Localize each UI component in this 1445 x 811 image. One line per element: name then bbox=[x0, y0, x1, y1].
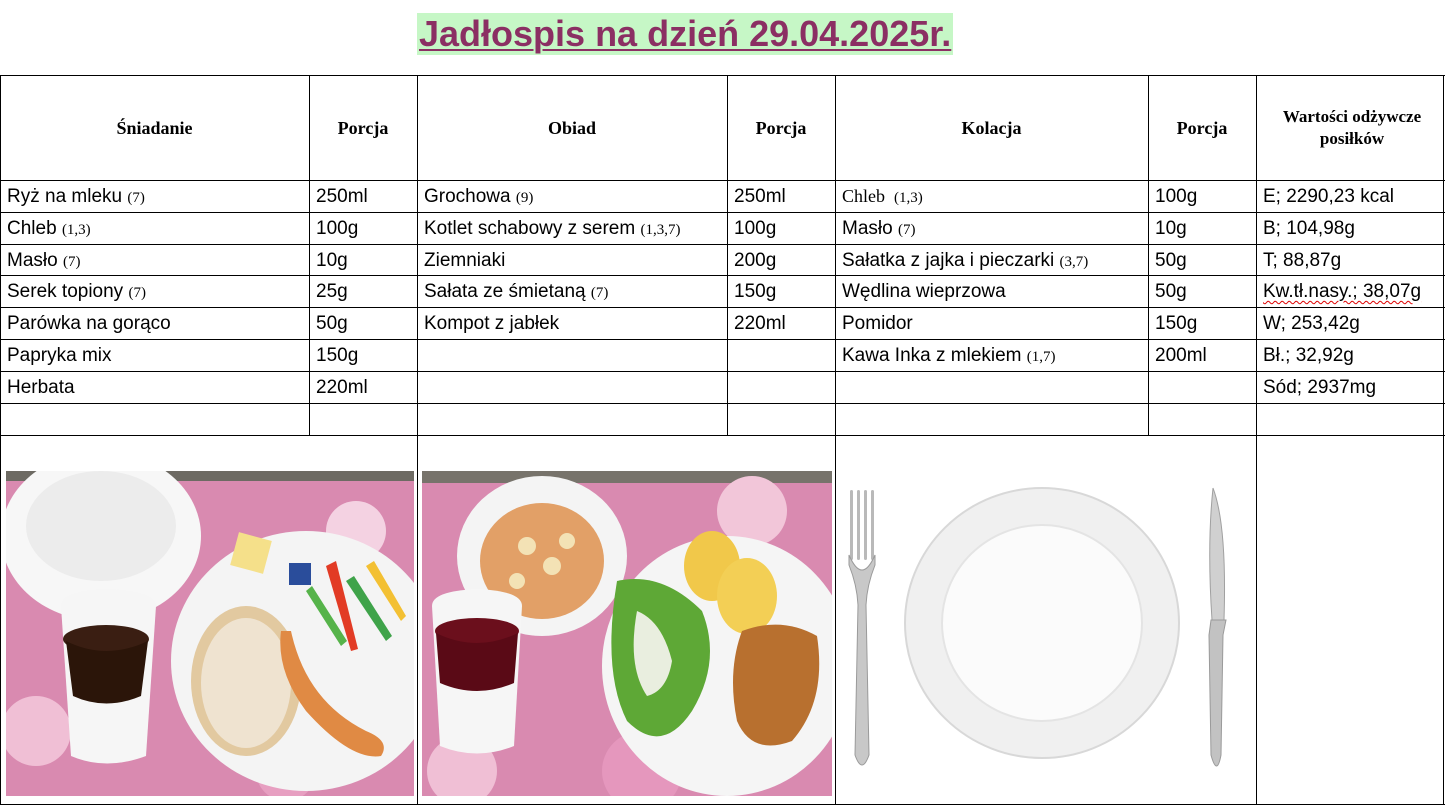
header-portion-lunch: Porcja bbox=[755, 117, 807, 138]
portion-cell: 50g bbox=[1155, 281, 1187, 302]
header-portion-dinner: Porcja bbox=[1176, 117, 1228, 138]
portion-cell: 100g bbox=[734, 218, 777, 239]
portion-cell: 150g bbox=[734, 281, 777, 302]
header-dinner: Kolacja bbox=[961, 117, 1022, 138]
portion-cell: 25g bbox=[316, 281, 348, 302]
header-portion-breakfast: Porcja bbox=[337, 117, 389, 138]
portion-cell: 50g bbox=[316, 313, 348, 334]
title-area bbox=[0, 0, 1445, 75]
table-row: Wędlina wieprzowa bbox=[842, 281, 1006, 302]
portion-cell: 100g bbox=[1155, 186, 1198, 207]
portion-cell: 220ml bbox=[316, 377, 368, 398]
portion-cell: 220ml bbox=[734, 313, 786, 334]
nutrition-value: Kw.tł.nasy.; 38,07g bbox=[1263, 281, 1422, 302]
nutrition-value: T; 88,87g bbox=[1263, 250, 1342, 271]
nutrition-value: W; 253,42g bbox=[1263, 313, 1360, 334]
table-row: Chleb (1,3) bbox=[7, 218, 91, 239]
portion-cell: 200g bbox=[734, 250, 777, 271]
table-row: Serek topiony (7) bbox=[7, 281, 146, 302]
table-row: Kotlet schabowy z serem (1,3,7) bbox=[424, 218, 681, 239]
table-row: Parówka na gorąco bbox=[7, 313, 171, 334]
plate-icon bbox=[905, 488, 1179, 758]
nutrition-value: Bł.; 32,92g bbox=[1263, 345, 1354, 366]
empty-plate-with-cutlery bbox=[845, 485, 1235, 780]
table-row: Papryka mix bbox=[7, 345, 112, 366]
header-breakfast: Śniadanie bbox=[116, 117, 193, 138]
portion-cell: 250ml bbox=[316, 186, 368, 207]
table-row: Masło (7) bbox=[7, 250, 81, 271]
portion-cell: 150g bbox=[316, 345, 359, 366]
table-row: Sałatka z jajka i pieczarki (3,7) bbox=[842, 250, 1089, 271]
table-row: Kompot z jabłek bbox=[424, 313, 560, 334]
lunch-tray-photo bbox=[422, 471, 832, 796]
portion-cell: 10g bbox=[1155, 218, 1187, 239]
nutrition-value: B; 104,98g bbox=[1263, 218, 1355, 239]
table-row: Kawa Inka z mlekiem (1,7) bbox=[842, 345, 1056, 366]
page-title: Jadłospis na dzień 29.04.2025r. bbox=[419, 13, 952, 54]
table-row: Ryż na mleku (7) bbox=[7, 186, 145, 207]
portion-cell: 50g bbox=[1155, 250, 1187, 271]
table-row: Masło (7) bbox=[842, 218, 916, 239]
nutrition-value: E; 2290,23 kcal bbox=[1263, 186, 1394, 207]
table-row: Ziemniaki bbox=[424, 250, 506, 271]
table-row: Chleb (1,3) bbox=[842, 186, 923, 206]
header-nutrition: Wartości odżywcze posiłków bbox=[1282, 107, 1422, 148]
table-row: Pomidor bbox=[842, 313, 913, 334]
table-row: Sałata ze śmietaną (7) bbox=[424, 281, 609, 302]
header-lunch: Obiad bbox=[547, 117, 597, 138]
breakfast-tray-photo bbox=[6, 471, 414, 796]
portion-cell: 10g bbox=[316, 250, 348, 271]
portion-cell: 100g bbox=[316, 218, 359, 239]
portion-cell: 150g bbox=[1155, 313, 1198, 334]
table-row: Herbata bbox=[7, 377, 75, 398]
portion-cell: 250ml bbox=[734, 186, 786, 207]
nutrition-value: Sód; 2937mg bbox=[1263, 377, 1377, 398]
portion-cell: 200ml bbox=[1155, 345, 1207, 366]
table-row: Grochowa (9) bbox=[424, 186, 534, 207]
